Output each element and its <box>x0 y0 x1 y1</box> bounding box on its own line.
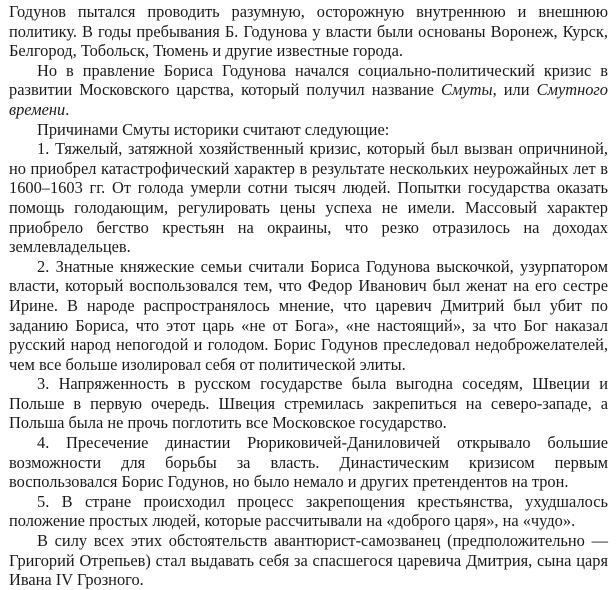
cause-4 <box>9 433 608 492</box>
term-smutnoe-vremya: Смутного времени <box>9 80 608 119</box>
paragraph-causes-intro <box>9 120 608 140</box>
paragraph-text: 1. Тяжелый, затяжной хозяйственный кризис, который был вызван опричниной, но приобрел катастрофический характер в результате нескольких неурожайных лет в 1600–1603 гг. От голода умерли сотни тысяч людей. Попытки государства оказать помощь голодающим, регулировать цены успеха не имели. Массовый характер приобрело бегство крестьян на окраины, что резко отразилось на доходах землевладельцев. <box>9 139 608 257</box>
paragraph-smuta-definition <box>9 61 608 120</box>
cause-3 <box>9 374 608 433</box>
term-smuta: Смуты <box>441 80 493 100</box>
paragraph-conclusion <box>9 531 608 590</box>
paragraph-text: 4. Пресечение династии Рюриковичей-Даниловичей открывало большие возможности для борьбы за власть. Династическим кризисом первым воспользовался Борис Годунов, но было немало и других претендентов на трон. <box>9 433 608 492</box>
paragraph-text: Годунов пытался проводить разумную, осторожную внутреннюю и внешнюю политику. В годы пребывания Б. Годунова у власти были основаны Воронеж, Курск, Белгород, Тобольск, Тюмень и другие известные города. <box>9 2 608 61</box>
paragraph-text: , или <box>492 80 537 100</box>
cause-5 <box>9 492 608 531</box>
paragraph-text: Но в правление Бориса Годунова начался социально-политический кризис в развитии Московского царства, который получил название <box>9 60 608 100</box>
paragraph-text: Причинами Смуты историки считают следующие: <box>37 119 390 139</box>
cause-1 <box>9 139 608 257</box>
paragraph-text: 2. Знатные княжеские семьи считали Бориса Годунова выскочкой, узурпатором власти, который воспользовался тем, что Федор Иванович был женат на его сестре Ирине. В народе распространялось мнение, что царевич Дмитрий был убит по заданию Бориса, что этот царь «не от Бога», «не настоящий», за что Бог наказал русский народ непогодой и голодом. Борис Годунов преследовал недоброжелателей, чем все больше изолировал себя от политической элиты. <box>9 256 608 374</box>
paragraph-text: В силу всех этих обстоятельств авантюрист-самозванец (предположительно — Григорий Отрепьев) стал выдавать себя за спасшегося царевича Дмитрия, сына царя Ивана IV Грозного. <box>9 531 608 590</box>
paragraph-text: 5. В стране происходил процесс закрепощения крестьянства, ухудшалось положение простых людей, которые рассчитывали на «доброго царя», на «чудо». <box>9 491 608 531</box>
paragraph-text: 3. Напряженность в русском государстве была выгодна соседям, Швеции и Польше в первую очередь. Швеция стремилась закрепиться на северо-западе, а Польша была не прочь поглотить все Московское государство. <box>9 374 608 433</box>
paragraph-intro <box>9 2 608 61</box>
cause-2 <box>9 257 608 375</box>
paragraph-text: . <box>65 99 70 119</box>
